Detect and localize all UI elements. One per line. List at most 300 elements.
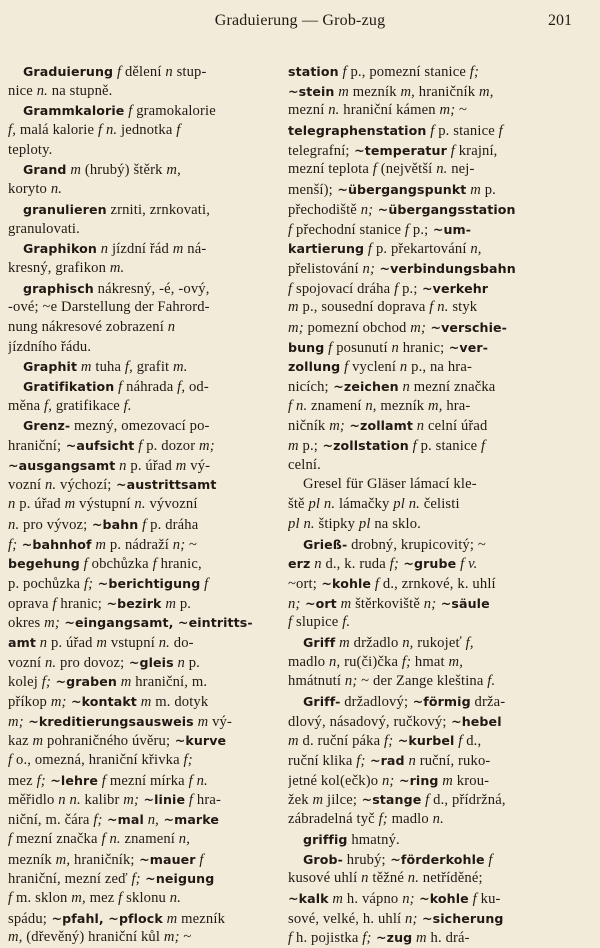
definition-text: mezný, omezovací po-	[70, 418, 210, 435]
definition-text: kusové uhlí	[288, 870, 358, 887]
grammar-label: m;	[40, 615, 60, 632]
dictionary-line	[288, 594, 570, 614]
definition-text: měna	[8, 397, 41, 414]
dictionary-line	[288, 220, 570, 240]
headword: ~ring	[394, 772, 439, 788]
grammar-label: m	[193, 713, 209, 730]
definition-text: o., omezná, hraniční křivka	[12, 752, 180, 769]
definition-text: stup-	[172, 64, 207, 80]
definition-text: niční, m. čára	[8, 812, 90, 829]
grammar-label: m;	[325, 418, 345, 435]
dictionary-line	[8, 318, 270, 338]
definition-text: žek	[288, 792, 309, 809]
grammar-label: n.	[41, 477, 57, 494]
definition-text: h. drá-	[426, 930, 470, 947]
definition-text: kresný, grafikon	[8, 259, 107, 276]
definition-text: jetné kol(ečk)o	[288, 772, 379, 789]
dictionary-line	[288, 298, 570, 318]
definition-text: telegrafní;	[288, 142, 350, 159]
dictionary-line	[8, 672, 270, 692]
grammar-label: n	[35, 634, 48, 651]
definition-text: hrubý;	[342, 851, 386, 868]
headword: ~pfahl, ~pflock	[47, 910, 163, 926]
definition-text: pro vývoz;	[19, 516, 88, 533]
grammar-label: f;	[80, 575, 94, 592]
grammar-label: f	[426, 123, 435, 140]
headword: ~ver-	[444, 339, 489, 355]
definition-text: hranic;	[56, 595, 102, 612]
headword: granulieren	[23, 201, 107, 217]
headword: ~rad	[365, 753, 405, 769]
grammar-label: n	[398, 379, 410, 395]
grammar-label: f n.	[94, 122, 118, 139]
running-head: Graduierung — Grob-zug	[214, 12, 386, 29]
grammar-label: n.	[32, 82, 48, 99]
headword: ~zollamt	[344, 418, 413, 434]
definition-text: p.	[184, 654, 200, 671]
grammar-label: f	[477, 438, 486, 455]
grammar-label: f	[79, 556, 88, 573]
grammar-label: m;	[47, 694, 67, 710]
definition-text: lámačky	[335, 496, 390, 513]
dictionary-line	[8, 279, 270, 299]
dictionary-line	[288, 535, 570, 555]
dictionary-line	[8, 416, 270, 436]
definition-text: p.;	[409, 221, 429, 238]
definition-text: kaz	[8, 733, 29, 750]
dictionary-line	[8, 731, 270, 751]
grammar-label: n	[404, 753, 416, 770]
definition-text: obchůzka	[87, 556, 149, 573]
dictionary-line	[288, 633, 570, 653]
dictionary-line	[8, 180, 270, 200]
definition-text: d.,	[462, 733, 482, 750]
grammar-label: f,	[461, 634, 474, 651]
dictionary-line	[8, 751, 270, 771]
dictionary-line	[288, 180, 570, 200]
definition-text: hraniční;	[8, 438, 62, 455]
definition-text: drža-	[470, 694, 506, 710]
headword: griffig	[303, 831, 348, 847]
grammar-label: f	[172, 122, 181, 139]
grammar-label: pl n.	[304, 496, 336, 513]
dictionary-line	[288, 869, 570, 889]
grammar-label: f n.	[425, 299, 449, 316]
grammar-label: n	[173, 654, 185, 671]
definition-text: okres	[8, 615, 41, 632]
definition-text: mezní	[288, 102, 325, 119]
grammar-label: f	[324, 339, 333, 356]
definition-text: hmátnutí	[288, 673, 342, 690]
grammar-label: n;	[398, 890, 415, 907]
headword: ~verkehr	[417, 280, 489, 296]
definition-text: p. dozor	[142, 438, 196, 455]
definition-text: štěrkoviště	[351, 595, 420, 612]
definition-text: vozní	[8, 654, 42, 671]
definition-text: p. překartování	[372, 241, 467, 258]
definition-text: rukojeť	[413, 634, 462, 651]
definition-text: oprava	[8, 595, 49, 612]
definition-text: p. nádraží	[106, 536, 169, 553]
headword: ~kreditierungsausweis	[23, 713, 194, 729]
dictionary-line	[288, 160, 570, 180]
grammar-label: f	[48, 595, 57, 612]
headword: Graduierung	[23, 64, 114, 79]
headword: ~eingangsamt, ~eintritts-	[59, 615, 253, 631]
grammar-label: f;	[466, 64, 480, 80]
grammar-label: m	[92, 634, 108, 651]
grammar-label: m,	[475, 83, 494, 100]
dictionary-line	[8, 712, 270, 732]
headword: Grammkalorie	[23, 103, 125, 119]
grammar-label: m	[66, 162, 82, 179]
definition-text: ště	[288, 496, 305, 513]
definition-text: teploty.	[8, 141, 53, 158]
dictionary-line	[8, 909, 270, 929]
dictionary-line	[288, 692, 570, 712]
definition-text: celní.	[288, 456, 321, 473]
grammar-label: f;	[385, 556, 399, 573]
dictionary-line	[8, 62, 270, 82]
grammar-label: n,	[361, 397, 377, 414]
grammar-label: m,	[67, 889, 86, 906]
dictionary-line	[288, 712, 570, 732]
definition-text: ná-	[183, 241, 207, 258]
definition-text: čelisti	[419, 496, 460, 513]
definition-text: p., na hra-	[407, 359, 472, 376]
grammar-label: m	[168, 241, 184, 258]
grammar-label: m	[335, 634, 350, 651]
dictionary-line	[8, 239, 270, 259]
dictionary-line	[8, 338, 270, 358]
definition-text: mezní značka	[409, 379, 496, 395]
grammar-label: f	[114, 379, 123, 395]
definition-text: hraničník;	[70, 851, 135, 868]
headword: ~kurve	[170, 733, 227, 749]
definition-text: dělení	[121, 64, 162, 80]
grammar-label: n;	[288, 595, 301, 612]
definition-text: výstupní	[75, 496, 131, 513]
headword: amt	[8, 634, 36, 650]
definition-text: na stupně.	[47, 82, 113, 99]
definition-text: p. stanice	[416, 438, 478, 455]
dictionary-line	[288, 554, 570, 574]
definition-text: ~ort;	[288, 575, 317, 592]
definition-text: mezník	[8, 851, 52, 868]
dictionary-line	[288, 121, 570, 141]
grammar-label: f;	[127, 871, 141, 888]
grammar-label: f	[408, 438, 417, 455]
headword: ~mauer	[134, 851, 196, 867]
headword: ~kalk	[288, 890, 329, 906]
grammar-label: n,	[325, 653, 341, 670]
definition-text: krajní,	[454, 142, 498, 159]
grammar-label: f	[288, 280, 293, 297]
definition-text: držadlový;	[340, 694, 409, 710]
dictionary-line	[8, 475, 270, 495]
definition-text: vý-	[208, 713, 232, 730]
headword: ~stange	[357, 792, 422, 808]
grammar-label: m	[466, 182, 481, 199]
definition-text: na sklo.	[370, 515, 421, 532]
grammar-label: f;	[374, 811, 388, 828]
grammar-label: f;	[37, 674, 51, 691]
headword: ~verschie-	[425, 319, 507, 335]
grammar-label: f n.	[288, 397, 308, 414]
grammar-label: m	[171, 457, 187, 474]
definition-text: vý-	[186, 457, 211, 474]
grammar-label: f,	[40, 397, 53, 414]
grammar-label: m	[438, 772, 453, 789]
grammar-label: m;	[406, 319, 426, 336]
definition-text: ruční klika	[288, 753, 353, 770]
definition-text: jízdní řád	[108, 241, 169, 258]
dictionary-line	[288, 574, 570, 594]
grammar-label: f	[288, 614, 293, 631]
grammar-label: m.	[106, 259, 125, 276]
grammar-label: f,	[8, 122, 17, 139]
headword: station	[288, 64, 339, 79]
grammar-label: f	[364, 241, 373, 258]
definition-text: d., k. ruda	[321, 556, 386, 573]
definition-text: měřidlo	[8, 792, 55, 809]
definition-text: p. úřad	[47, 634, 93, 651]
dictionary-line	[8, 397, 270, 417]
definition-text: ku-	[476, 890, 501, 907]
dictionary-line	[288, 377, 570, 397]
definition-text: menší);	[288, 182, 333, 199]
grammar-label: f;	[398, 653, 412, 670]
headword: ~um-	[428, 221, 472, 237]
dictionary-line	[288, 850, 570, 870]
headword: ~grube	[398, 556, 457, 572]
definition-text: gratifikace	[52, 397, 120, 414]
grammar-label: f;	[32, 772, 46, 789]
definition-text: pohraničného úvěru;	[43, 733, 171, 750]
definition-text: mezník	[177, 910, 226, 927]
definition-text: hranic,	[156, 556, 202, 573]
headword: ~ort	[300, 595, 337, 611]
grammar-label: n.	[154, 634, 170, 651]
grammar-label: m	[412, 930, 427, 947]
definition-text: ~	[455, 102, 468, 119]
dictionary-line	[8, 928, 270, 948]
headword: Grenz-	[23, 418, 71, 434]
headword: ~verbindungsbahn	[374, 260, 516, 276]
grammar-label: n;	[378, 772, 395, 789]
dictionary-line	[8, 574, 270, 594]
headword: ~stein	[288, 83, 335, 99]
dictionary-line	[8, 692, 270, 712]
dictionary-line	[8, 771, 270, 791]
headword: graphisch	[23, 280, 94, 296]
headword: Grieß-	[303, 536, 348, 552]
definition-text: m. sklon	[12, 889, 68, 906]
grammar-label: f;	[352, 753, 366, 770]
grammar-label: f n.	[97, 830, 121, 847]
dictionary-line	[288, 790, 570, 810]
definition-text: vozní	[8, 477, 42, 494]
definition-text: p. stanice	[434, 123, 495, 140]
grammar-label: n	[8, 496, 16, 513]
definition-text: ~	[474, 536, 486, 553]
grammar-label: f n.	[184, 772, 208, 789]
grammar-label: n.	[324, 102, 340, 119]
dictionary-line	[8, 220, 270, 240]
dictionary-line	[288, 279, 570, 299]
definition-text: styk	[448, 299, 478, 316]
definition-text: d. ruční páka	[298, 733, 381, 750]
grammar-label: f	[185, 792, 194, 809]
headword: ~übergangspunkt	[332, 182, 467, 198]
definition-text: přechodiště	[288, 201, 357, 218]
grammar-label: m;	[288, 319, 304, 336]
dictionary-line	[288, 928, 570, 948]
grammar-label: f	[124, 103, 133, 120]
dictionary-line	[8, 495, 270, 515]
grammar-label: f.	[338, 614, 351, 631]
dictionary-line	[8, 889, 270, 909]
headword: ~kontakt	[66, 694, 137, 709]
definition-text: jízdního řádu.	[8, 338, 92, 355]
definition-text: mezní značka	[12, 830, 98, 847]
headword: Gratifikation	[23, 379, 115, 394]
dictionary-line	[8, 535, 270, 555]
grammar-label: m	[336, 595, 352, 612]
dictionary-line	[288, 810, 570, 830]
headword: ~austrittsamt	[111, 477, 217, 493]
headword: ~förmig	[408, 694, 471, 709]
page-header	[0, 12, 600, 36]
dictionary-line	[8, 850, 270, 870]
grammar-label: m	[162, 910, 178, 927]
grammar-label: n	[163, 318, 176, 335]
definition-text: p., sousední doprava	[298, 299, 426, 316]
definition-text: m. dotyk	[151, 694, 209, 710]
definition-text: znamení	[120, 830, 175, 847]
dictionary-line	[8, 259, 270, 279]
definition-text: nice	[8, 82, 33, 99]
grammar-label: f	[340, 359, 349, 376]
grammar-label: m;	[160, 929, 180, 946]
definition-text: kolej	[8, 674, 38, 691]
dictionary-line	[8, 298, 270, 318]
grammar-label: m,	[444, 653, 463, 670]
grammar-label: n	[396, 359, 408, 376]
grammar-label: n.	[166, 889, 182, 906]
definition-text: kalibr	[80, 792, 120, 809]
grammar-label: n	[310, 556, 322, 573]
dictionary-line	[8, 869, 270, 889]
definition-text: drobný, krupicovitý;	[347, 536, 475, 553]
dictionary-line	[288, 475, 570, 495]
grammar-label: f	[368, 161, 377, 178]
grammar-label: m;	[195, 438, 215, 455]
dictionary-line	[8, 101, 270, 121]
dictionary-line	[8, 554, 270, 574]
headword: ~zollstation	[317, 438, 409, 454]
definition-text: vyclení	[348, 359, 397, 376]
headword: Graphikon	[23, 241, 97, 257]
grammar-label: f	[114, 889, 123, 906]
dictionary-line	[8, 613, 270, 633]
grammar-label: f	[446, 142, 455, 159]
definition-text: p. úřad	[126, 457, 172, 474]
headword: zollung	[288, 359, 341, 375]
definition-text: jednotka	[117, 122, 173, 139]
headword: ~zeichen	[328, 379, 399, 394]
dictionary-line	[288, 318, 570, 338]
definition-text: sklonu	[122, 889, 166, 906]
grammar-label: m,	[8, 929, 23, 946]
grammar-label: f	[454, 733, 463, 750]
grammar-label: f	[338, 64, 347, 80]
definition-text: mezní mírka	[106, 772, 185, 789]
definition-text: mez	[85, 889, 115, 906]
dictionary-line	[288, 909, 570, 929]
dictionary-line	[8, 810, 270, 830]
grammar-label: m,	[51, 851, 71, 868]
dictionary-line	[8, 594, 270, 614]
dictionary-line	[8, 82, 270, 102]
grammar-label: n n.	[54, 792, 81, 809]
grammar-label: f	[113, 64, 122, 80]
grammar-label: m	[136, 694, 152, 710]
grammar-label: f.	[119, 397, 132, 414]
dictionary-line	[288, 397, 570, 417]
grammar-label: m	[116, 674, 132, 691]
definition-text: hmatný.	[347, 831, 400, 848]
definition-text: posunutí	[332, 339, 388, 356]
grammar-label: n	[412, 418, 425, 435]
definition-text: vývozní	[145, 496, 198, 513]
grammar-label: n.	[130, 496, 146, 513]
definition-text: hmat	[411, 653, 445, 670]
definition-text: přelistování	[288, 260, 359, 277]
definition-text: p.	[480, 182, 496, 199]
definition-text: (dřevěný) hraniční kůl	[22, 929, 161, 946]
grammar-label: n	[115, 457, 127, 474]
dictionary-line	[8, 200, 270, 220]
definition-text: ~	[185, 536, 198, 553]
grammar-label: m	[91, 536, 107, 553]
headword: ~neigung	[140, 871, 215, 887]
definition-text: slupice	[292, 614, 339, 631]
headword: telegraphenstation	[288, 123, 427, 139]
dictionary-line	[288, 259, 570, 279]
grammar-label: f;	[179, 752, 193, 769]
grammar-label: n.	[432, 161, 448, 178]
definition-text: p. úřad	[15, 496, 61, 513]
dictionary-line	[288, 731, 570, 751]
headword: ~mal	[102, 812, 144, 828]
definition-text: netříděné;	[419, 870, 483, 887]
dictionary-line	[288, 830, 570, 850]
dictionary-line	[8, 160, 270, 180]
definition-text: p. dráha	[146, 516, 199, 533]
headword: ~linie	[139, 792, 186, 808]
definition-text: nung nákresové zobrazení	[8, 318, 164, 335]
headword: ~marke	[158, 812, 220, 828]
definition-text: zrniti, zrnkovati,	[106, 201, 211, 218]
grammar-label: m	[308, 792, 324, 809]
definition-text: pomezní obchod	[303, 319, 407, 336]
grammar-label: m	[334, 83, 349, 100]
definition-text: d., zrnkové, k. uhlí	[379, 575, 496, 592]
grammar-label: f v.	[456, 556, 478, 573]
headword: Griff-	[303, 694, 341, 709]
definition-text: zábradelná tyč	[288, 811, 375, 828]
